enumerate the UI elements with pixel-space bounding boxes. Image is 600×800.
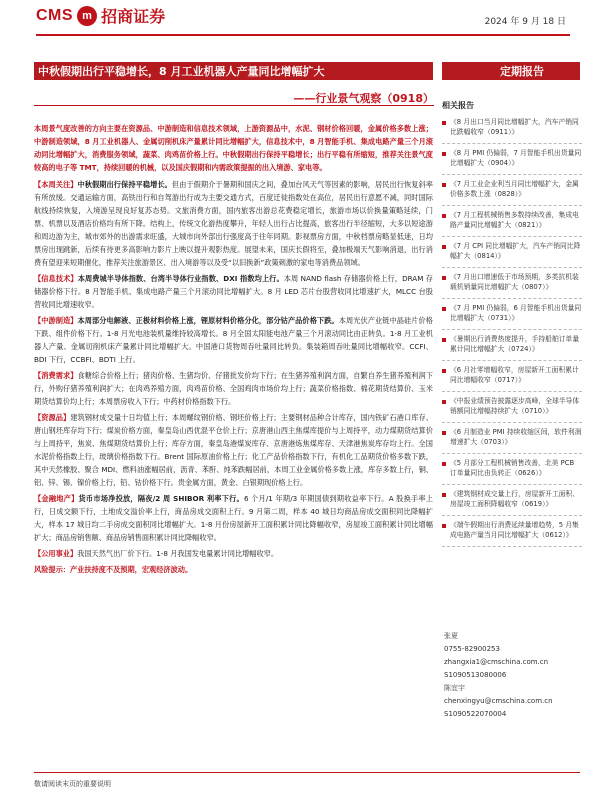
section-tag: 【消费需求】 bbox=[34, 371, 78, 380]
analyst-email[interactable]: chenxingyu@cmschina.com.cn bbox=[444, 697, 553, 705]
bullet-square-icon bbox=[442, 214, 446, 218]
section-text: 本周 NAND flash 存储器价格上行，DRAM 存储器价格下行。8 月智能手机、集成电路产量三个月滚动同比增幅扩大。8 月 LED 芯片台股营收同比增速扩大，MLCC 台股营收同比增速收窄。 bbox=[34, 274, 433, 309]
subtitle-rule bbox=[34, 105, 434, 106]
section-paragraph bbox=[34, 178, 433, 269]
header-rule bbox=[36, 34, 570, 36]
analyst-name: 陈宜宇 bbox=[444, 684, 465, 692]
report-body bbox=[34, 122, 433, 579]
section-tag: 【中游制造】 bbox=[34, 316, 78, 325]
related-report-item[interactable] bbox=[442, 485, 582, 516]
section-paragraph bbox=[34, 492, 433, 544]
analyst-email[interactable]: zhangxia1@cmschina.com.cn bbox=[444, 658, 549, 666]
section-paragraph bbox=[34, 547, 433, 560]
analyst-contact bbox=[444, 630, 584, 721]
related-report-item[interactable] bbox=[442, 206, 582, 237]
report-header bbox=[0, 0, 600, 34]
bullet-square-icon bbox=[442, 307, 446, 311]
related-report-title: 《7 月工业企业利当月同比增幅扩大，金属价格多数上涨（0828）》 bbox=[450, 180, 579, 198]
related-report-title: 《7 月 CPI 同比增幅扩大，汽车产销同比降幅扩大（0814）》 bbox=[450, 242, 581, 260]
related-report-title: 《8 月出口当月同比增幅扩大，汽车产销同比跌幅收窄（0911）》 bbox=[450, 118, 579, 136]
section-text: 建筑钢材成交量十日均值上行；本周螺纹钢价格、钢坯价格上行；主要钢材品种合计库存，国内铁矿石港口库存、唐山钢坯库存均下行；煤炭价格方面，秦皇岛山西优混平仓价上行；京唐港山西主焦煤库提价与上周持平，动力煤期货结算价与上周持平，焦炭、焦煤期货结算价上行；库存方面，秦皇岛港煤炭库存、京唐港炼焦煤库存、天津港焦炭库存均上行。全国水泥价格指数上行，玻璃价格指数下行。Brent 国际原油价格上行；化工产品价格指数下行，有机化工品期货价格多数下跌，其中天然橡胶、聚合 MDI、燃料油涨幅居前，沥青、苯酐、纯苯跌幅居前，本周工业金属价格多数上涨，库存多数上行，铜、铝、锌、锡、镍价格上行，铅、钴价格下行。贵金属方面，黄金、白银期现价格上行。 bbox=[34, 413, 433, 487]
logo-brand-cn: 招商证券 bbox=[101, 7, 166, 26]
section-list bbox=[34, 178, 433, 560]
page-footer bbox=[34, 772, 580, 788]
section-highlight: 中秋假期出行保持平稳增长。 bbox=[77, 180, 172, 189]
related-report-title: 《7 月出口增速低于市场预期，多类抗机装载机销量同比增幅扩大（0807）》 bbox=[450, 273, 579, 291]
related-reports-title: 相关报告 bbox=[442, 101, 474, 110]
risk-warning: 风险提示：产业扶持度不及预期，宏观经济波动。 bbox=[34, 565, 193, 574]
section-paragraph bbox=[34, 272, 433, 311]
section-highlight: 本周部分电解液、正极材料价格上涨，锂原材料价格分化，部分钴产品价格下跌。 bbox=[77, 316, 339, 325]
section-tag: 【金融地产】 bbox=[34, 494, 79, 503]
related-report-title: 《7 月 PMI 仍偏弱，6 月智能手机出货量同比增幅扩大（0731）》 bbox=[450, 304, 582, 322]
report-subtitle: ——行业景气观察（0918） bbox=[293, 92, 434, 105]
analyst-phone: 0755-82900253 bbox=[444, 645, 500, 653]
related-reports-list bbox=[442, 113, 582, 547]
summary-paragraph: 本周景气度改善的方向主要在资源品、中游制造和信息技术领域，上游资源品中，水泥、钢材价格回暖，金属价格多数上涨；中游制造领域，8 月工业机器人、金属切削机床产量累计同比增幅扩大，信息技术中，8 月智能手机、集成电路产量三个月滚动同比增幅扩大，消费服务领域，蔬菜、肉鸡苗价格上行。中秋假期出行保持平稳增长；出行平稳有所缩短，推荐关注景气度较高的电子等 TMT，持续回暖的机械，以及国庆假期和内需政策提振的出入境游、家电等。 bbox=[34, 124, 433, 172]
analyst-cert: S1090522070004 bbox=[444, 710, 507, 718]
bullet-square-icon bbox=[442, 431, 446, 435]
related-report-item[interactable] bbox=[442, 113, 582, 144]
bullet-square-icon bbox=[442, 400, 446, 404]
section-paragraph bbox=[34, 314, 433, 366]
related-report-title: 《建筑钢材成交量上行，房屋新开工面积、房屋竣工面积降幅收窄（0619）》 bbox=[450, 490, 580, 508]
related-report-title: 《6 月制造业 PMI 持续收缩区间，软件利润增速扩大（0703）》 bbox=[450, 428, 582, 446]
analyst-cert: S1090513080006 bbox=[444, 671, 507, 679]
related-report-title: 《端午假期出行消费延续量增趋势，5 月集成电路产量当月同比增幅扩大（0612）》 bbox=[450, 521, 579, 539]
report-type: 定期报告 bbox=[500, 65, 544, 78]
bullet-square-icon bbox=[442, 121, 446, 125]
related-report-title: 《中报业绩预告披露逐步高峰，全球半导体销额同比增幅持续扩大（0710）》 bbox=[450, 397, 580, 415]
related-report-title: 《7 月工程机械销售多数持续改善，集成电路产量同比增幅扩大（0821）》 bbox=[450, 211, 579, 229]
related-report-title: 《6 月社零增幅收窄，房屋新开工面积累计同比增幅收窄（0717）》 bbox=[450, 366, 579, 384]
section-tag: 【本周关注】 bbox=[34, 180, 78, 189]
section-tag: 【资源品】 bbox=[34, 413, 71, 422]
related-report-item[interactable] bbox=[442, 392, 582, 423]
bullet-square-icon bbox=[442, 152, 446, 156]
section-tag: 【信息技术】 bbox=[34, 274, 78, 283]
related-report-title: 《5 月部分工程机械销售改善，北美 PCB 订单量同比由负转正（0626）》 bbox=[450, 459, 575, 477]
report-type-banner bbox=[442, 62, 580, 80]
report-title: 中秋假期出行平稳增长，8 月工业机器人产量同比增幅扩大 bbox=[38, 65, 325, 78]
section-text: 我国天然气出厂价下行。1-8 月我国发电量累计同比增幅收窄。 bbox=[77, 549, 279, 558]
bullet-square-icon bbox=[442, 276, 446, 280]
bullet-square-icon bbox=[442, 493, 446, 497]
bullet-square-icon bbox=[442, 462, 446, 466]
related-report-title: 《暑期出行消费热度提升，手持船舶订单量累计同比增幅扩大（0724）》 bbox=[450, 335, 580, 353]
related-report-item[interactable] bbox=[442, 175, 582, 206]
related-report-item[interactable] bbox=[442, 330, 582, 361]
company-logo bbox=[36, 4, 165, 27]
bullet-square-icon bbox=[442, 369, 446, 373]
related-report-item[interactable] bbox=[442, 361, 582, 392]
section-paragraph bbox=[34, 369, 433, 408]
related-reports bbox=[442, 100, 582, 547]
section-text: 食糖综合价格上行；猪肉价格、生猪均价、仔猪批发价均下行；在生猪养殖利润方面，自繁自养生猪养殖利润下行，外购仔猪养殖利润扩大；在肉鸡养殖方面，肉鸡苗价格、全国鸡肉市场价均上行；蔬菜价格指数、棉花期货结算价、玉米期货结算价均上行；本周票房收入下行；中药材价格指数下行。 bbox=[34, 371, 433, 406]
related-report-item[interactable] bbox=[442, 454, 582, 485]
bullet-square-icon bbox=[442, 183, 446, 187]
related-report-item[interactable] bbox=[442, 299, 582, 330]
related-report-item[interactable] bbox=[442, 268, 582, 299]
title-banner bbox=[34, 62, 433, 80]
related-report-title: 《8 月 PMI 仍偏弱，7 月智能手机出货量同比增幅扩大（0904）》 bbox=[450, 149, 582, 167]
section-text: 本周光伏产业链中晶硅片价格下跌、组件价格下行。1-8 月光电池装机量维持较高增长。8 月全国太阳能电池产量三个月滚动同比由正转负。1-8 月工业机器人产量、金属切削机床产量累计同比增幅扩大。中国港口货物周吞吐量同比转负。集装箱周吞吐量同比增幅收窄。CCFI、BDI 下行，CCBFI、BDTI 上行。 bbox=[34, 316, 433, 364]
related-report-item[interactable] bbox=[442, 237, 582, 268]
section-text: 但由于假期介于暑期和国庆之间，叠加台风天气等因素的影响，居民出行恢复斜率有所放缓。交通运输方面，高铁出行和自驾游出行成为主要交通方式，百度迁徙指数处在高位，居民出行意愿不减，同时国际航线持续恢复，入境游呈现良好复苏态势。文旅消费方面，国内旅客出游总花费稳定增长，旅游市场以价换量策略延续，门票、机票以及酒店价格均有所下降。结构上，传统文化游热度攀升，年轻人出行占比提高，旅客出行半径缩短，大多以短途游和周边游为主，城市郊外的出游需求旺盛，大城市向外部出行强度高于往年同期。影视票房方面，中秋档票房略显低迷，日均票房出现跳新，后续有待更多高影响力影片上映以提升观影热度。展望未来，国庆长假将至，叠加极端天气影响消退，出行消费有望迎来短期催化，推荐关注旅游景区、出入境游等以及受“以旧换新”政策刺激的家电等消费品领域。 bbox=[34, 180, 433, 267]
related-report-item[interactable] bbox=[442, 516, 582, 547]
section-highlight: 本周费城半导体指数、台湾半导体行业指数、DXI 指数均上行。 bbox=[77, 274, 284, 283]
section-highlight: 货币市场净投放，隔夜/2 周 SHIBOR 利率下行。 bbox=[78, 494, 244, 503]
logo-mark-icon: m bbox=[77, 6, 97, 26]
analyst-name: 张夏 bbox=[444, 632, 458, 640]
related-report-item[interactable] bbox=[442, 144, 582, 175]
bullet-square-icon bbox=[442, 338, 446, 342]
bullet-square-icon bbox=[442, 524, 446, 528]
report-date: 2024 年 9 月 18 日 bbox=[484, 17, 566, 27]
logo-brand-en: CMS bbox=[36, 6, 74, 24]
section-text: 6 个月/1 年期/3 年期国债到期收益率下行。A 股换手率上行，日成交额下行，土地成交溢价率上行，商品房成交面积上行。9 月第二周，样本 40 城日均商品房成交面积同比降幅扩大，样本 17 城日均二手房成交面积同比增幅扩大。1-8 月份房屋新开工面积累计同比降幅收窄，房屋竣工面积累计同比增幅扩大；商品房销售额、商品房销售面积累计同比降幅收窄。 bbox=[34, 494, 433, 542]
footer-note: 敬请阅读末页的重要说明 bbox=[34, 780, 111, 788]
related-report-item[interactable] bbox=[442, 423, 582, 454]
bullet-square-icon bbox=[442, 245, 446, 249]
section-tag: 【公用事业】 bbox=[34, 549, 78, 558]
section-paragraph bbox=[34, 411, 433, 489]
